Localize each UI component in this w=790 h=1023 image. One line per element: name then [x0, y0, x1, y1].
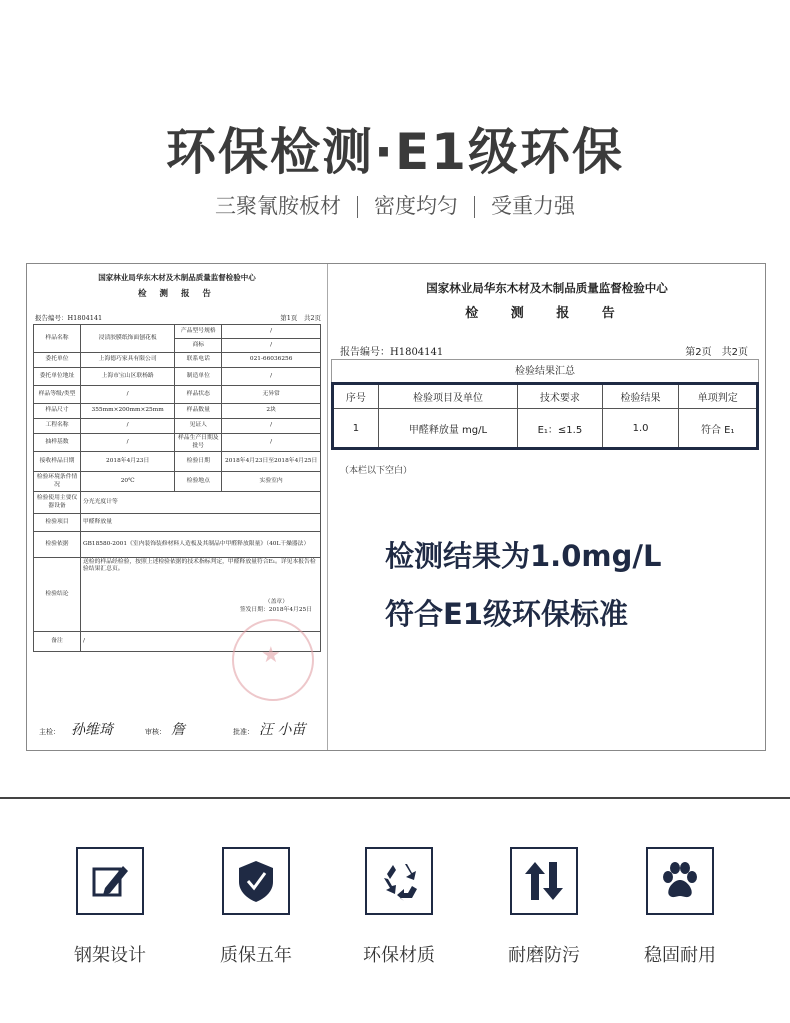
result-table	[331, 382, 759, 450]
cell-value: /	[81, 419, 175, 434]
cell-label: 检验项目	[34, 514, 81, 532]
conclusion-text: 送检的样品经检验，按照上述检验依据的技术指标判定，甲醛释放量符合E₁。详见本报告检验结果汇总页。	[83, 559, 316, 573]
cell-value: 实验室内	[222, 472, 321, 492]
cell-value: 355mm×200mm×25mm	[81, 404, 175, 419]
page-number: 第2页 共2页	[685, 347, 748, 358]
up-down-arrows-icon	[510, 847, 578, 915]
feature-label: 稳固耐用	[644, 945, 716, 966]
cell-label: 样品状态	[175, 386, 222, 404]
cell-label: 样品名称	[34, 325, 81, 353]
cell-value: /	[222, 325, 321, 339]
signer-label: 批准：	[233, 728, 254, 736]
issue-date: 签发日期：2018年4月25日	[239, 606, 312, 613]
blank-note: （本栏以下空白）	[340, 466, 413, 476]
cell-value: 20℃	[81, 472, 175, 492]
cell-label: 备注	[34, 632, 81, 652]
cell-value: 021-66036256	[222, 353, 321, 368]
cell-value: GB18580-2001《室内装饰装修材料人造板及其制品中甲醛释放限量》（40L干燥器法）	[81, 532, 321, 558]
column-header: 单项判定	[679, 384, 758, 409]
cell-label: 样品生产日期及批号	[175, 434, 222, 452]
cell-value: 上海市宝山区联杨路	[81, 368, 175, 386]
cell-label: 委托单位	[34, 353, 81, 368]
paw-icon	[646, 847, 714, 915]
cell-label: 产品型号规格	[175, 325, 222, 339]
column-header: 序号	[333, 384, 379, 409]
feature-label: 钢架设计	[74, 945, 146, 966]
page-heading: 环保检测·E1级环保	[166, 123, 624, 181]
cell-label: 商标	[175, 339, 222, 353]
feature-label: 环保材质	[363, 945, 435, 966]
signature: 孙维琦	[71, 722, 113, 738]
seal-text: （盖章）	[264, 599, 288, 606]
feature-item	[619, 847, 741, 967]
table-cell: 1	[333, 409, 379, 449]
cell-label: 委托单位地址	[34, 368, 81, 386]
cell-label: 检验依据	[34, 532, 81, 558]
signer-label: 主检：	[39, 728, 60, 736]
cell-value: 分光光度计等	[81, 492, 321, 514]
cell-label: 样品尺寸	[34, 404, 81, 419]
test-report-image	[26, 263, 766, 751]
cell-value: /	[81, 632, 321, 652]
table-cell: 甲醛释放量 mg/L	[378, 409, 517, 449]
signature: 詹	[171, 722, 185, 738]
subline-item: 三聚氰胺板材	[215, 194, 341, 218]
subline-item: 受重力强	[491, 194, 575, 218]
cell-label: 见证人	[175, 419, 222, 434]
cell-label: 检验地点	[175, 472, 222, 492]
cell-value: 甲醛释放量	[81, 514, 321, 532]
cell-value: 浸渍胶膜纸饰面刨花板	[81, 325, 175, 353]
table-cell: E₁：≤1.5	[518, 409, 602, 449]
separator	[474, 196, 475, 218]
cell-value: /	[222, 368, 321, 386]
feature-item	[338, 847, 460, 967]
column-header: 检验结果	[602, 384, 679, 409]
cell-value: /	[81, 386, 175, 404]
separator	[357, 196, 358, 218]
compliance-headline: 符合E1级环保标准	[385, 597, 628, 631]
cell-label: 检验环境条件情况	[34, 472, 81, 492]
cell-label: 检验使用主要仪器设备	[34, 492, 81, 514]
summary-heading: 检验结果汇总	[331, 359, 759, 383]
cell-label: 制造单位	[175, 368, 222, 386]
cell-value: 上海德巧家具有限公司	[81, 353, 175, 368]
report-number: 报告编号：H1804141	[340, 347, 444, 358]
cell-label: 联系电话	[175, 353, 222, 368]
shield-check-icon	[222, 847, 290, 915]
recycle-icon	[365, 847, 433, 915]
result-headline: 检测结果为1.0mg/L	[385, 539, 662, 573]
feature-subline	[0, 190, 790, 220]
cell-label: 接收样品日期	[34, 452, 81, 472]
column-header: 技术要求	[518, 384, 602, 409]
cell-label: 样品等级/类型	[34, 386, 81, 404]
report-page-2	[327, 264, 766, 750]
feature-item	[49, 847, 171, 967]
feature-item	[483, 847, 605, 967]
cell-value: 无异常	[222, 386, 321, 404]
cell-value: /	[81, 434, 175, 452]
report-title: 检 测 报 告	[465, 306, 629, 321]
red-seal-stamp	[232, 619, 314, 701]
divider	[0, 797, 790, 799]
design-pencil-icon	[76, 847, 144, 915]
cell-value: /	[222, 419, 321, 434]
cell-label: 抽样基数	[34, 434, 81, 452]
feature-item	[195, 847, 317, 967]
cell-label: 样品数量	[175, 404, 222, 419]
cell-value: /	[222, 434, 321, 452]
report-title: 检 测 报 告	[138, 289, 216, 299]
feature-label: 质保五年	[220, 945, 292, 966]
cell-value: 2018年4月23日	[81, 452, 175, 472]
page-number: 第1页 共2页	[280, 314, 321, 322]
cell-value: /	[222, 339, 321, 353]
table-cell: 符合 E₁	[679, 409, 758, 449]
table-cell: 1.0	[602, 409, 679, 449]
report-center-name: 国家林业局华东木材及木制品质量监督检验中心	[98, 273, 256, 282]
report-info-table	[33, 324, 321, 652]
report-page-1	[27, 264, 327, 750]
column-header: 检验项目及单位	[378, 384, 517, 409]
feature-label: 耐磨防污	[508, 945, 580, 966]
report-center-name: 国家林业局华东木材及木制品质量监督检验中心	[426, 281, 668, 295]
signer-label: 审核：	[145, 728, 166, 736]
signature: 汪 小苗	[259, 722, 306, 738]
cell-value: 2块	[222, 404, 321, 419]
cell-label: 工程名称	[34, 419, 81, 434]
cell-value: 2018年4月23日至2018年4月25日	[222, 452, 321, 472]
cell-label: 检验结论	[34, 558, 81, 632]
cell-label: 检验日期	[175, 452, 222, 472]
subline-item: 密度均匀	[374, 194, 458, 218]
report-number: 报告编号：H1804141	[35, 314, 103, 322]
